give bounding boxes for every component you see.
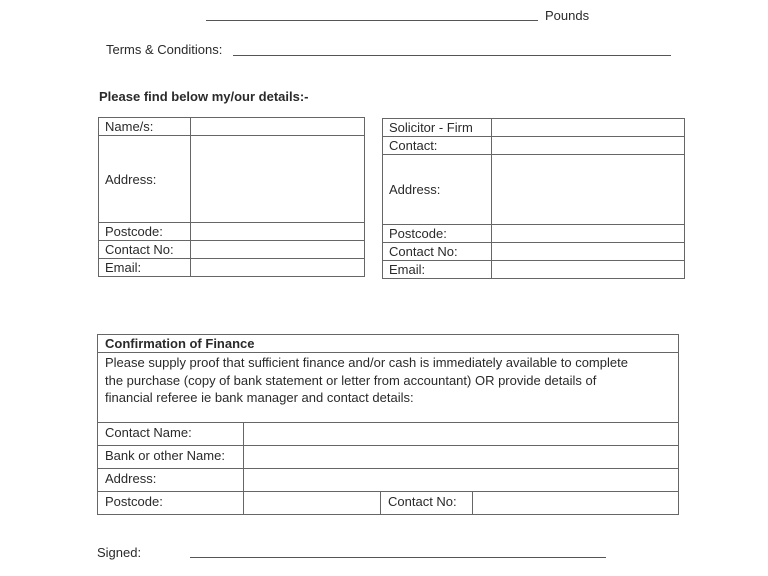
address-label: Address: (99, 136, 191, 223)
buyer-details-table (98, 117, 365, 277)
solicitor-email-label: Email: (383, 261, 492, 279)
finance-address-field[interactable] (244, 469, 678, 491)
signed-label: Signed: (97, 545, 142, 560)
solicitor-contact-no-field[interactable] (492, 243, 685, 261)
finance-description: Please supply proof that sufficient finance and/or cash is immediately available to complete the purchase (copy of bank statement or letter from accountant) OR provide details of financial referee ie bank manager and contact details: (105, 355, 628, 405)
name-field[interactable] (191, 118, 365, 136)
email-label: Email: (99, 259, 191, 277)
solicitor-contact-label: Contact: (383, 137, 492, 155)
postcode-label: Postcode: (99, 223, 191, 241)
signature-line[interactable] (190, 557, 606, 558)
solicitor-firm-label: Solicitor - Firm (383, 119, 492, 137)
finance-title: Confirmation of Finance (98, 335, 678, 353)
postcode-field[interactable] (191, 223, 365, 241)
solicitor-postcode-label: Postcode: (383, 225, 492, 243)
solicitor-details-table (382, 118, 685, 279)
solicitor-address-label: Address: (383, 155, 492, 225)
finance-contact-name-field[interactable] (244, 423, 678, 445)
solicitor-email-field[interactable] (492, 261, 685, 279)
finance-postcode-label: Postcode: (105, 494, 163, 509)
solicitor-firm-field[interactable] (492, 119, 685, 137)
solicitor-contact-field[interactable] (492, 137, 685, 155)
finance-section (97, 334, 679, 515)
finance-contact-name-label: Contact Name: (105, 425, 192, 440)
finance-grid-line (380, 491, 381, 515)
finance-address-label: Address: (105, 471, 157, 486)
terms-label: Terms & Conditions: (106, 42, 223, 57)
finance-postcode-field[interactable] (244, 492, 380, 514)
finance-bank-name-label: Bank or other Name: (105, 448, 225, 463)
finance-contact-no-label: Contact No: (388, 494, 457, 509)
pounds-label: Pounds (545, 8, 590, 23)
solicitor-address-field[interactable] (492, 155, 685, 225)
name-label: Name/s: (99, 118, 191, 136)
terms-line[interactable] (233, 55, 671, 56)
address-field[interactable] (191, 136, 365, 223)
amount-line[interactable] (206, 20, 538, 21)
solicitor-postcode-field[interactable] (492, 225, 685, 243)
details-heading: Please find below my/our details:- (99, 89, 309, 104)
contact-no-label: Contact No: (99, 241, 191, 259)
finance-contact-no-field[interactable] (473, 492, 678, 514)
contact-no-field[interactable] (191, 241, 365, 259)
solicitor-contact-no-label: Contact No: (383, 243, 492, 261)
finance-bank-name-field[interactable] (244, 446, 678, 468)
email-field[interactable] (191, 259, 365, 277)
